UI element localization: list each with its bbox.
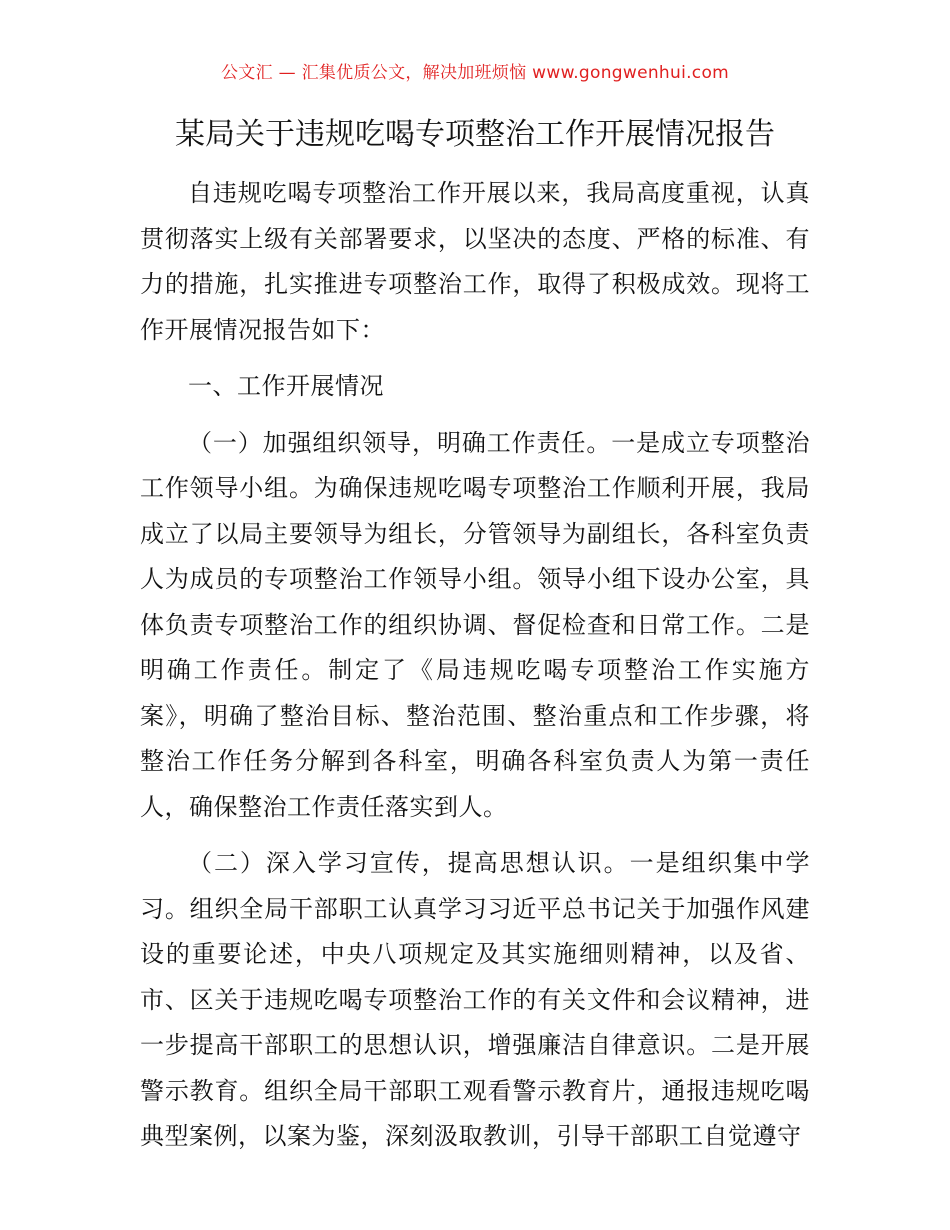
section-heading: 一、工作开展情况 xyxy=(188,372,384,400)
body-paragraph: （二）深入学习宣传，提高思想认识。一是组织集中学习。组织全局干部职工认真学习习近平总书记关于加强作风建设的重要论述，中央八项规定及其实施细则精神，以及省、市、区关于违规吃喝专项整治工作的有关文件和会议精神，进一步提高干部职工的思想认识，增强廉洁自律意识。二是开展警示教育。组织全局干部职工观看警示教育片，通报违规吃喝典型案例，以案为鉴，深刻汲取教训，引导干部职工自觉遵守 xyxy=(140,849,810,1150)
document-body xyxy=(140,171,810,1171)
body-paragraph: （一）加强组织领导，明确工作责任。一是成立专项整治工作领导小组。为确保违规吃喝专项整治工作顺利开展，我局成立了以局主要领导为组长，分管领导为副组长，各科室负责人为成员的专项整治工作领导小组。领导小组下设办公室，具体负责专项整治工作的组织协调、督促检查和日常工作。二是明确工作责任。制定了《局违规吃喝专项整治工作实施方案》，明确了整治目标、整治范围、整治重点和工作步骤，将整治工作任务分解到各科室，明确各科室负责人为第一责任人，确保整治工作责任落实到人。 xyxy=(140,428,810,821)
intro-paragraph: 自违规吃喝专项整治工作开展以来，我局高度重视，认真贯彻落实上级有关部署要求，以坚决的态度、严格的标准、有力的措施，扎实推进专项整治工作，取得了积极成效。现将工作开展情况报告如下： xyxy=(140,179,810,344)
watermark-header: 公文汇 — 汇集优质公文，解决加班烦恼 www.gongwenhui.com xyxy=(220,63,730,83)
document-title: 某局关于违规吃喝专项整治工作开展情况报告 xyxy=(175,117,775,152)
